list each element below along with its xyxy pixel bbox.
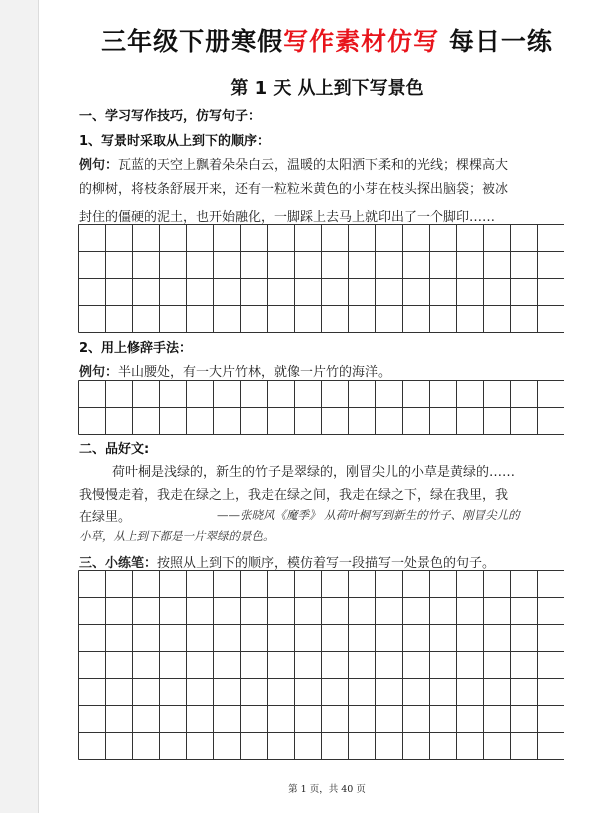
example1-text-line1: 瓦蓝的天空上飘着朵朵白云，温暖的太阳洒下柔和的光线；棵棵高大 [118,158,509,173]
passage-line3: 在绿里。 [79,510,132,525]
page-subtitle: 第 1 天 从上到下写景色 [230,78,424,99]
writing-grid-2[interactable] [78,380,564,435]
example1-label: 例句： [79,158,119,173]
writing-grid-3[interactable] [78,570,564,760]
point1-heading: 1、写景时采取从上到下的顺序： [79,134,271,149]
grid1-lines [79,225,565,333]
passage-quote-line1: ——张晓风《魔季》 从荷叶桐写到新生的竹子、刚冒尖儿的 [217,508,520,522]
example2-label: 例句： [79,365,119,380]
example1-line1 [79,154,508,173]
passage-line2: 我慢慢走着，我走在绿之上，我走在绿之间，我走在绿之下，绿在我里，我 [79,488,509,503]
grid2-lines [79,381,565,435]
page-title [39,22,614,58]
passage-quote-line2: 小草，从上到下都是一片翠绿的景色。 [79,529,275,543]
document-page [38,0,614,813]
page-footer: 第 1 页，共 40 页 [288,784,366,795]
grid3-lines [79,571,565,760]
example2-line [79,361,391,380]
section3-line [79,552,495,571]
title-suffix: 每日一练 [448,27,553,56]
title-highlight: 写作素材仿写 [283,27,440,56]
example1-line2: 的柳树，将枝条舒展开来，还有一粒粒米黄色的小芽在枝头探出脑袋；被冰 [79,182,509,197]
example2-text: 半山腰处，有一大片竹林，就像一片竹的海洋。 [118,365,392,380]
section3-instruction: 按照从上到下的顺序，模仿着写一段描写一处景色的句子。 [157,556,496,571]
section2-heading: 二、品好文: [79,442,150,457]
section3-heading: 三、小练笔： [79,556,158,571]
title-prefix: 三年级下册寒假 [101,27,284,56]
point2-heading: 2、用上修辞手法： [79,341,193,356]
section1-heading: 一、学习写作技巧，仿写句子： [79,109,262,124]
passage-line1: 荷叶桐是浅绿的，新生的竹子是翠绿的，刚冒尖儿的小草是黄绿的…… [112,465,516,480]
example1-line3: 封住的僵硬的泥土，也开始融化，一脚踩上去马上就印出了一个脚印…… [79,210,496,225]
writing-grid-1[interactable] [78,224,564,333]
